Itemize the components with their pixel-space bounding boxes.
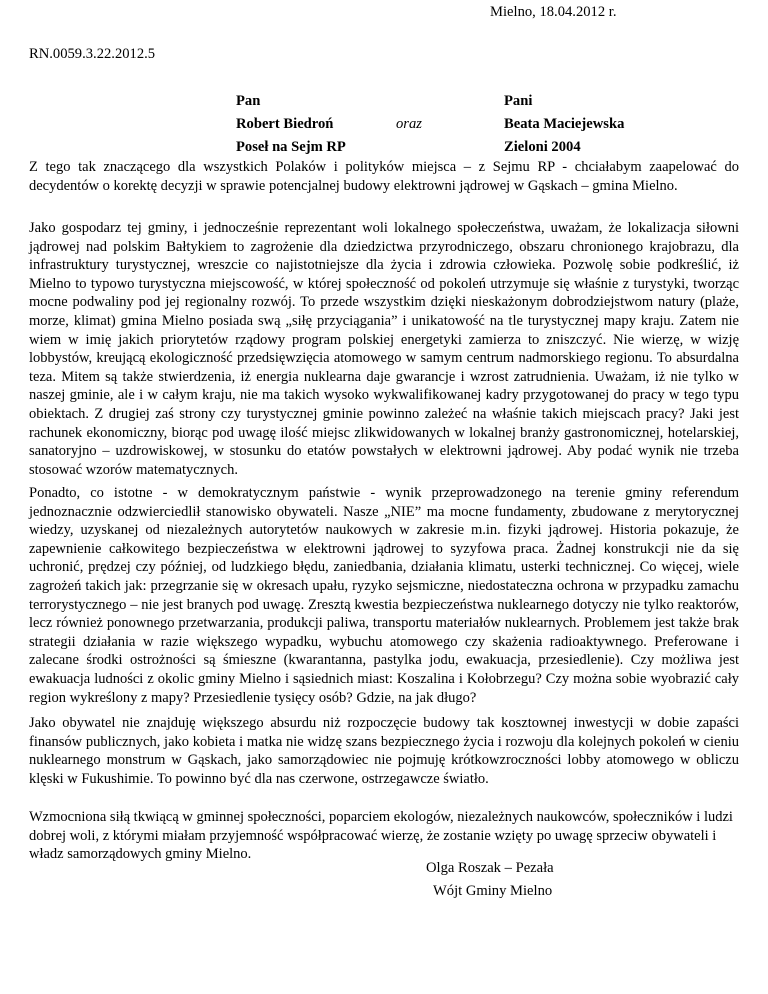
place-date: Mielno, 18.04.2012 r. [490, 4, 617, 20]
addressee-right-name: Beata Maciejewska [504, 116, 625, 132]
body-paragraph-2: Jako gospodarz tej gminy, i jednocześnie reprezentant woli lokalnego społeczeństwa, uważam, że lokalizacja siłowni jądrowej nad polskim Bałtykiem to zagrożenie dla dziedzictwa przyrodniczego, obszaru chronionego krajobrazu, dla infrastruktury turystycznej, wreszcie co najistotniejsze dla życia i zdrowia człowieka. Pozwolę sobie podkreślić, iż Mielno to typowo turystyczna miejscowość, w której społeczność od pokoleń utrzymuje się właśnie z turystyki, tworząc mocne podwaliny pod jej regionalny rozwój. To przede wszystkim dzięki nieskażonym dobrodziejstwom natury (plaże, morze, klimat) gmina Mielno posiada swą „siłę przyciągania” i unikatowość na tle turystycznej mapy kraju. Zatem nie wiem w imię jakich priorytetów rządowy program polskiej energetyki zamierza to zniszczyć. Nie wierzę, w wizję lobbystów, kreującą ekologiczność przedsięwzięcia atomowego w samym centrum nadmorskiego regionu. To absurdalna teza. Mitem są także stwierdzenia, iż energia nuklearna daje gwarancje i wzrost zatrudnienia. Uważam, iż nie tylko w naszej gminie, ale i w całym kraju, nie ma takich wysoko wykwalifikowanej kadry przygotowanej do pracy w tego typu obiektach. Z drugiej zaś strony czy turystycznej gminie powinno zależeć na właśnie takich miejscach pracy? Jaki jest rachunek ekonomiczny, biorąc pod uwagę ilość miejsc zlikwidowanych w lokalnej branży gastronomicznej, hotelarskiej, sanatoryjno – uzdrowiskowej, w stosunku do etatów powstałych w elektrowni jądrowej. Aby podać wynik nie trzeba stosować wzorów matematycznych. [29, 220, 739, 478]
addressee-left-name: Robert Biedroń [236, 116, 334, 132]
addressee-right-salutation: Pani [504, 93, 533, 109]
body-paragraph-4: Jako obywatel nie znajduję większego absurdu niż rozpoczęcie budowy tak kosztownej inwestycji w dobie zapaści finansów publicznych, jako kobieta i matka nie widzę szans bezpiecznego życia i rozwoju dla kolejnych pokoleń w cieniu nuklearnego monstrum w Gąskach, jako samorządowiec nie pojmuję krótkowzroczności lobby atomowego w obliczu klęski w Fukushimie. To powinno być dla nas czerwone, ostrzegawcze światło. [29, 715, 739, 787]
body-paragraph-1: Z tego tak znaczącego dla wszystkich Polaków i polityków miejsca – z Sejmu RP - chciałabym zaapelować do decydentów o korektę decyzji w sprawie potencjalnej budowy elektrowni jądrowej w Gąskach – gmina Mielno. [29, 159, 739, 194]
signature-name: Olga Roszak – Pezała [426, 860, 554, 876]
body-paragraph-5: Wzmocniona siłą tkwiącą w gminnej społeczności, poparciem ekologów, niezależnych naukowców, społeczników i ludzi dobrej woli, z którymi miałam przyjemność współpracować wierzę, że zostanie wzięty po uwagę sprzeciw obywateli i władz samorządowych gminy Mielno. [29, 809, 733, 863]
addressee-left-salutation: Pan [236, 93, 261, 109]
addressee-left-title: Poseł na Sejm RP [236, 139, 346, 155]
signature-title: Wójt Gminy Mielno [433, 883, 553, 899]
addressee-conjunction: oraz [396, 116, 422, 132]
addressee-right-title: Zieloni 2004 [504, 139, 581, 155]
reference-number: RN.0059.3.22.2012.5 [29, 46, 156, 62]
body-paragraph-3: Ponadto, co istotne - w demokratycznym państwie - wynik przeprowadzonego na terenie gminy referendum jednoznacznie odzwierciedlił stanowisko obywateli. Nasze „NIE” ma mocne fundamenty, zbudowane z merytorycznej wiedzy, uzyskanej od niezależnych autorytetów naukowych w zakresie m.in. fizyki jądrowej. Historia pokazuje, że zapewnienie całkowitego bezpieczeństwa w elektrowni jądrowej to syzyfowa praca. Żadnej konstrukcji nie da się uchronić, prędzej czy później, od ludzkiego błędu, zaniedbania, działania klimatu, usterki technicznej. Co więcej, wiele zagrożeń takich jak: przegrzanie się w okresach upału, ryzyko sejsmiczne, niedostateczna ochrona w przypadku zamachu terrorystycznego – nie jest branych pod uwagę. Zresztą kwestia bezpieczeństwa nuklearnego dotyczy nie tylko reaktorów, lecz również ponownego przetwarzania, produkcji paliwa, transportu materiałów nuklearnych. Problemem jest także brak strategii działania w razie większego wypadku, wybuchu atomowego czy skażenia radioaktywnego. Preferowane i zalecane środki ostrożności są śmieszne (kwarantanna, pastylka jodu, ewakuacja, przesiedlenie). Czy możliwa jest ewakuacja ludności z okolic gminy Mielno i sąsiednich miast: Koszalina i Kołobrzegu? Czy można sobie wyobrazić cały region wykreślony z mapy? Przesiedlenie tysięcy osób? Gdzie, na jak długo? [29, 485, 739, 706]
